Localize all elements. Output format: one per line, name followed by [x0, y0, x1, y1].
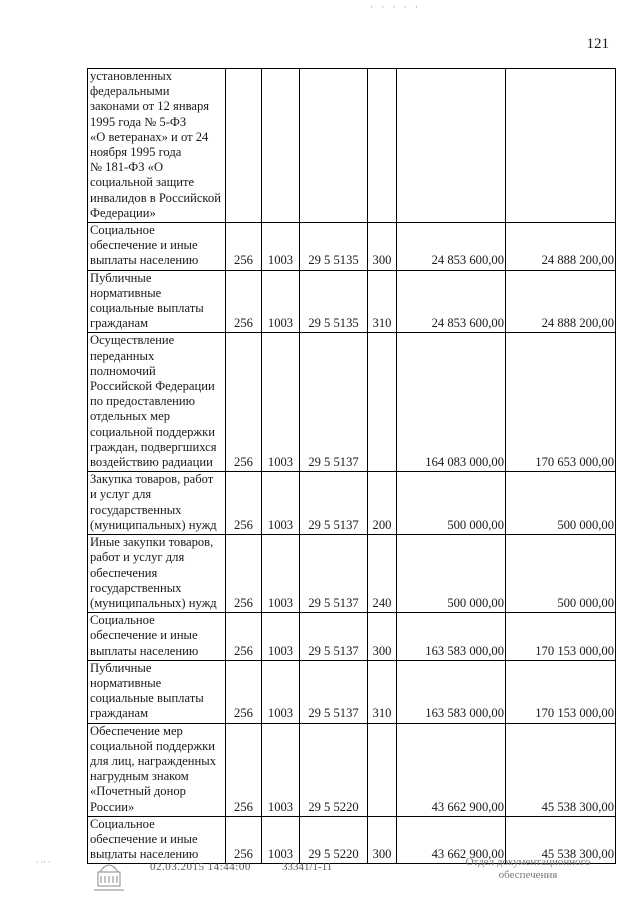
cell-amount-year-1: [397, 69, 506, 223]
cell-amount-year-2: 45 538 300,00: [506, 723, 616, 816]
cell-target-article: 29 5 5137: [300, 660, 368, 723]
cell-amount-year-2: 24 888 200,00: [506, 223, 616, 271]
cell-amount-year-1: 24 853 600,00: [397, 223, 506, 271]
cell-name: установленных федеральными законами от 12 января 1995 года № 5-ФЗ «О ветеранах» и от 24 ноября 1995 года № 181-ФЗ «О социальной защите инвалидов в Российской Федерации»: [88, 69, 226, 223]
table-row: [88, 223, 616, 271]
table-row: [88, 472, 616, 535]
cell-target-article: 29 5 5135: [300, 223, 368, 271]
footer-document-code: 33341/1-11: [282, 861, 333, 873]
cell-section-code: 1003: [262, 723, 300, 816]
cell-section-code: 1003: [262, 333, 300, 472]
cell-amount-year-1: 500 000,00: [397, 535, 506, 613]
table-row: [88, 69, 616, 223]
page-footer: [0, 848, 640, 905]
cell-amount-year-2: 170 153 000,00: [506, 613, 616, 661]
cell-target-article: 29 5 5220: [300, 816, 368, 864]
table-body: [88, 69, 616, 864]
cell-amount-year-1: 500 000,00: [397, 472, 506, 535]
cell-expense-type: 300: [368, 223, 397, 271]
cell-expense-type: 310: [368, 660, 397, 723]
cell-expense-type: [368, 333, 397, 472]
cell-expense-type: 300: [368, 816, 397, 864]
cell-amount-year-2: 170 653 000,00: [506, 333, 616, 472]
cell-ministry-code: 256: [226, 660, 262, 723]
cell-section-code: 1003: [262, 660, 300, 723]
cell-ministry-code: 256: [226, 816, 262, 864]
cell-target-article: 29 5 5220: [300, 723, 368, 816]
cell-section-code: 1003: [262, 816, 300, 864]
cell-name: Публичные нормативные социальные выплаты гражданам: [88, 270, 226, 333]
cell-target-article: 29 5 5135: [300, 270, 368, 333]
cell-amount-year-2: [506, 69, 616, 223]
table-row: [88, 660, 616, 723]
cell-amount-year-1: 163 583 000,00: [397, 613, 506, 661]
cell-ministry-code: 256: [226, 333, 262, 472]
cell-name: Социальное обеспечение и иные выплаты населению: [88, 613, 226, 661]
scan-artifact: · · · · ·: [370, 2, 421, 12]
cell-expense-type: 310: [368, 270, 397, 333]
budget-table: [87, 68, 616, 864]
table-row: [88, 535, 616, 613]
footer-timestamp: 02.03.2015 14:44:00: [150, 861, 251, 873]
cell-name: Закупка товаров, работ и услуг для государственных (муниципальных) нужд: [88, 472, 226, 535]
table-row: [88, 270, 616, 333]
cell-name: Публичные нормативные социальные выплаты гражданам: [88, 660, 226, 723]
cell-amount-year-2: 500 000,00: [506, 472, 616, 535]
cell-amount-year-1: 43 662 900,00: [397, 723, 506, 816]
cell-ministry-code: 256: [226, 613, 262, 661]
cell-expense-type: 240: [368, 535, 397, 613]
cell-amount-year-1: 164 083 000,00: [397, 333, 506, 472]
cell-section-code: 1003: [262, 223, 300, 271]
cell-amount-year-2: 24 888 200,00: [506, 270, 616, 333]
footer-department-line: обеспечения: [498, 869, 558, 881]
cell-ministry-code: 256: [226, 472, 262, 535]
cell-name: Иные закупки товаров, работ и услуг для обеспечения государственных (муниципальных) нужд: [88, 535, 226, 613]
cell-section-code: 1003: [262, 535, 300, 613]
cell-section-code: 1003: [262, 613, 300, 661]
cell-target-article: 29 5 5137: [300, 472, 368, 535]
cell-amount-year-2: 500 000,00: [506, 535, 616, 613]
cell-amount-year-2: 45 538 300,00: [506, 816, 616, 864]
cell-section-code: 1003: [262, 472, 300, 535]
cell-target-article: 29 5 5137: [300, 333, 368, 472]
cell-target-article: [300, 69, 368, 223]
seal-emblem-icon: [86, 852, 132, 894]
cell-name: Обеспечение мер социальной поддержки для лиц, награжденных нагрудным знаком «Почетный донор России»: [88, 723, 226, 816]
cell-expense-type: [368, 69, 397, 223]
cell-section-code: 1003: [262, 270, 300, 333]
cell-ministry-code: 256: [226, 723, 262, 816]
cell-target-article: 29 5 5137: [300, 535, 368, 613]
cell-expense-type: 200: [368, 472, 397, 535]
cell-name: Осуществление переданных полномочий Российской Федерации по предоставлению отдельных мер социальной поддержки граждан, подвергшихся воздействию радиации: [88, 333, 226, 472]
cell-ministry-code: 256: [226, 535, 262, 613]
cell-name: Социальное обеспечение и иные выплаты населению: [88, 223, 226, 271]
page-number: 121: [586, 36, 609, 52]
cell-name: Социальное обеспечение и иные выплаты населению: [88, 816, 226, 864]
table-row: [88, 723, 616, 816]
margin-marks: · ·· ·: [36, 858, 51, 867]
footer-department-line: Отдел документационного: [465, 856, 591, 868]
cell-amount-year-1: 43 662 900,00: [397, 816, 506, 864]
cell-expense-type: [368, 723, 397, 816]
cell-expense-type: 300: [368, 613, 397, 661]
cell-ministry-code: [226, 69, 262, 223]
cell-target-article: 29 5 5137: [300, 613, 368, 661]
cell-ministry-code: 256: [226, 270, 262, 333]
table-row: [88, 613, 616, 661]
cell-amount-year-2: 170 153 000,00: [506, 660, 616, 723]
cell-ministry-code: 256: [226, 223, 262, 271]
table-row: [88, 333, 616, 472]
footer-department-stamp: [448, 856, 608, 882]
cell-section-code: [262, 69, 300, 223]
cell-amount-year-1: 24 853 600,00: [397, 270, 506, 333]
cell-amount-year-1: 163 583 000,00: [397, 660, 506, 723]
